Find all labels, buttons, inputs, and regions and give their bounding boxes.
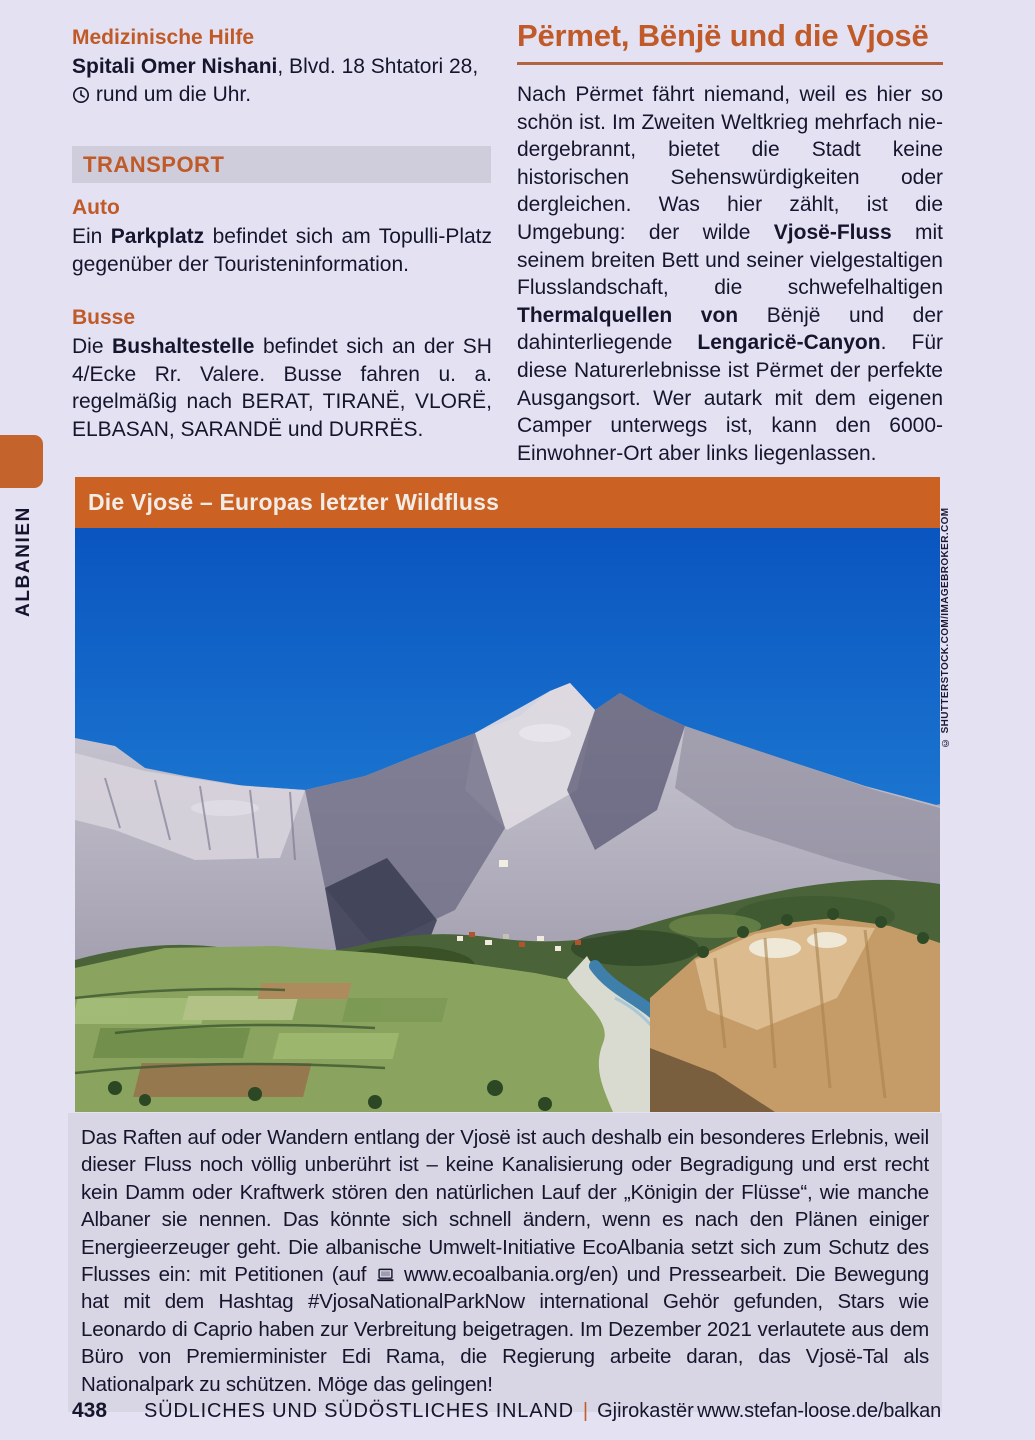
laptop-icon [375, 1267, 396, 1283]
article [517, 18, 943, 467]
busse-text: Die Bushaltestelle befindet sich an der SH 4/Ecke Rr. Valere. Busse fahren u. a. regelmäßig nach BERAT, TIRANË, VLORË, ELBASAN, SARANDË und DURRËS. [72, 335, 492, 441]
article-title: Përmet, Bënjë und die Vjosë [517, 18, 929, 53]
page-footer [72, 1399, 941, 1423]
vjose-valley-photo [75, 528, 940, 1112]
transport-section-header: TRANSPORT [72, 146, 491, 183]
chapter-edge-tab [0, 435, 43, 488]
feature-box-header: Die Vjosë – Europas letzter Wildfluss [75, 477, 940, 528]
feature-caption-box [68, 1113, 942, 1412]
medical-help-block [72, 26, 492, 108]
busse-block [72, 306, 492, 443]
chapter-label: ALBANIEN [13, 506, 34, 617]
title-rule [517, 62, 943, 65]
medical-help-heading: Medizinische Hilfe [72, 26, 255, 49]
footer-url: www.stefan-loose.de/balkan [697, 1400, 941, 1422]
page-number: 438 [72, 1399, 108, 1422]
auto-text: Ein Parkplatz befindet sich am Topulli-Platz gegenüber der Touristeninformation. [72, 225, 493, 276]
vjose-valley-photo-illustration [75, 528, 940, 1112]
auto-heading: Auto [72, 196, 120, 219]
busse-heading: Busse [72, 306, 136, 329]
footer-separator: | [582, 1400, 589, 1422]
photo-credit: © SHUTTERSTOCK.COM/IMAGEBROKER.COM [940, 507, 951, 748]
feature-caption-text: Das Raften auf oder Wandern entlang der Vjosë ist auch deshalb ein besonderes Erlebnis, weil dieser Fluss noch völlig unberührt ist – keine Kanalisierung oder Begradigung und erst recht kein Damm oder Kraftwerk stören den natürlichen Lauf der „Königin der Flüsse“, wie manche Albaner sie nennen. Das könnte sich schnell ändern, wenn es nach den Plänen einiger Energieerzeuger geht. Die albanische Umwelt-Initiative EcoAlbania setzt sich zum Schutz des Flusses ein: mit Petitionen (auf www.ecoalbania.org/en) und Pressearbeit. Die Bewegung hat mit dem Hashtag #VjosaNationalParkNow international Gehör gefunden, Stars wie Leonardo di Caprio haben zur Verbreitung beigetragen. Im Dezember 2021 verlautete aus dem Büro von Premierminister Edi Rama, die Regierung arbeite daran, das Vjosë-Tal als Nationalpark zu schützen. Möge das gelingen! [81, 1126, 929, 1396]
auto-block [72, 196, 492, 278]
footer-subsection: Gjirokastër [597, 1400, 694, 1422]
footer-section: SÜDLICHES UND SÜDÖSTLICHES INLAND [144, 1400, 574, 1422]
clock-icon [72, 86, 90, 104]
article-body: Nach Përmet fährt niemand, weil es hier so schön ist. Im Zweiten Weltkrieg mehrfach niedergebrannt, bietet die Stadt keine historischen Sehenswürdigkeiten oder dergleichen. Was hier zählt, ist die Umgebung: der wilde Vjosë-Fluss mit seinem breiten Bett und seiner vielgestaltigen Flusslandschaft, die schwefelhaltigen Thermalquellen von Bënjë und der dahinterliegende Lengaricë-Canyon. Für diese Naturerlebnisse ist Përmet der perfekte Ausgangsort. Wer autark mit dem eigenen Camper unterwegs ist, kann den 6000-Einwohner-Ort aber links liegenlassen. [517, 83, 944, 465]
medical-help-text: Spitali Omer Nishani, Blvd. 18 Shtatori 28, rund um die Uhr. [72, 55, 479, 106]
